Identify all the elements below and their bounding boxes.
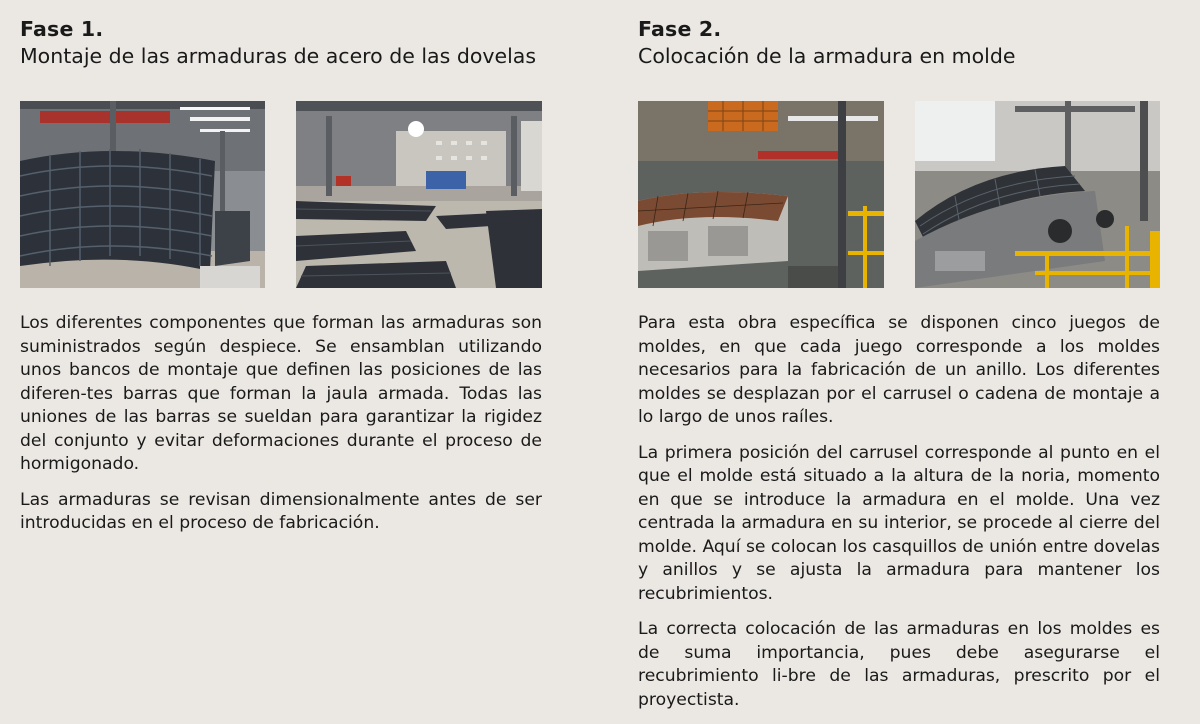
- mould-carousel-photo: [638, 101, 884, 288]
- rebar-cage-photo: [20, 101, 265, 288]
- phase1-paragraph-1: Los diferentes componentes que forman las armaduras son suministrados según despiece. Se ensamblan utilizando unos bancos de montaje que definen las posiciones de las diferen-tes barras que forman la jaula armada. Todas las uniones de las barras se sueldan para garantizar la rigidez del conjunto y evitar deformaciones durante el proceso de hormigonado.: [20, 313, 542, 474]
- phase2-paragraph-2: La primera posición del carrusel corresponde al punto en el que el molde está situado a la altura de la noria, momento en que se introduce la armadura en el molde. Una vez centrada la armadura en su interior, se procede al cierre del molde. Aquí se colocan los casquillos de unión entre dovelas y anillos y se ajusta la armadura para mantener los recubrimientos.: [638, 442, 1160, 604]
- phase2-paragraph-3: La correcta colocación de las armaduras en los moldes es de suma importancia, pues debe asegurarse el recubrimiento li-bre de las armaduras, prescrito por el proyectista.: [638, 619, 1160, 710]
- phase2-title: Fase 2.: [638, 17, 722, 41]
- rebar-yard-photo: [296, 101, 542, 288]
- phase2-subtitle: Colocación de la armadura en molde: [638, 44, 1016, 68]
- phase1-title: Fase 1.: [20, 17, 104, 41]
- phase1-body: [20, 312, 542, 548]
- phase1-subtitle: Montaje de las armaduras de acero de las dovelas: [20, 44, 537, 68]
- phase1-paragraph-2: Las armaduras se revisan dimensionalmente antes de ser introducidas en el proceso de fabricación.: [20, 489, 542, 533]
- mould-closeup-photo: [915, 101, 1160, 288]
- phase2-body: [638, 312, 1160, 724]
- phase2-paragraph-1: Para esta obra específica se disponen cinco juegos de moldes, en que cada juego corresponde a los moldes necesarios para la fabricación de un anillo. Los diferentes moldes se desplazan por el carrusel o cadena de montaje a lo largo de unos raíles.: [638, 313, 1160, 427]
